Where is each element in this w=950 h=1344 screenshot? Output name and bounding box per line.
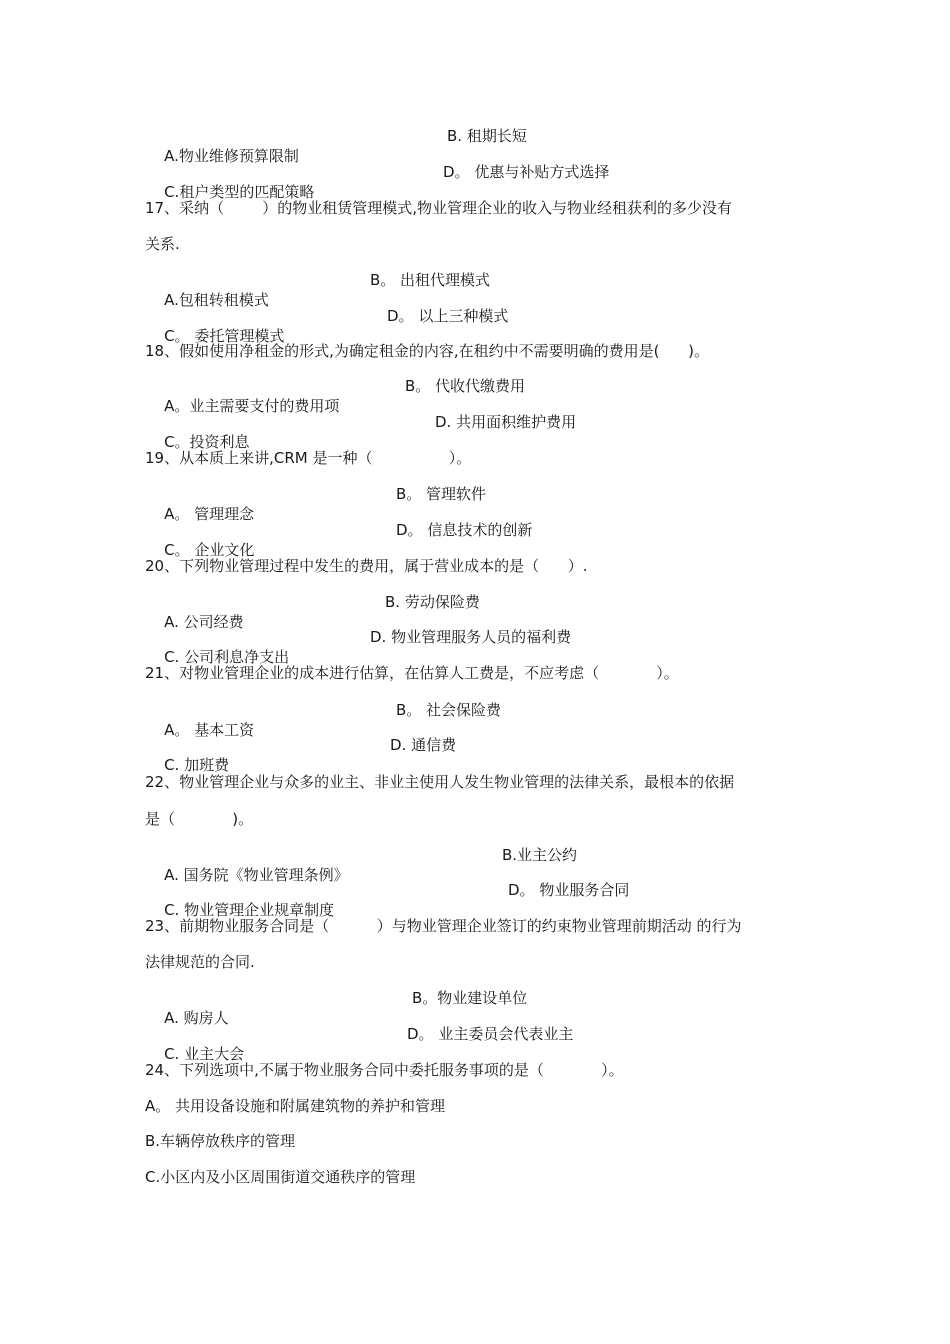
option-d: D. 通信费 — [390, 736, 457, 754]
option-b: B。物业建设单位 — [412, 989, 528, 1007]
option-b: B.业主公约 — [502, 846, 578, 864]
question-17: 17、采纳（ ）的物业租赁管理模式,物业管理企业的收入与物业经租获利的多少没有 — [145, 199, 733, 217]
option-c: C。投资利息 — [164, 433, 250, 451]
option-c: C. 公司利息净支出 — [164, 648, 290, 666]
option-line — [145, 376, 526, 415]
option-b: B。 出租代理模式 — [370, 271, 491, 289]
option-b: B。 管理软件 — [396, 485, 487, 503]
question-19: 19、从本质上来讲,CRM 是一种（ ）。 — [145, 449, 472, 467]
option-line — [145, 1024, 574, 1063]
question-20: 20、下列物业管理过程中发生的费用，属于营业成本的是（ ）. — [145, 557, 588, 575]
option-c: C. 业主大会 — [164, 1045, 245, 1063]
option-b: B. 租期长短 — [447, 127, 527, 145]
question-17-cont: 关系. — [145, 235, 180, 253]
option-line — [145, 412, 577, 451]
question-22-cont: 是（ )。 — [145, 810, 254, 828]
option-a: A。 管理理念 — [164, 505, 255, 523]
option-a: A.包租转租模式 — [164, 291, 269, 309]
option-line — [145, 484, 487, 523]
option-d: D。 物业服务合同 — [508, 881, 630, 899]
question-24: 24、下列选项中,不属于物业服务合同中委托服务事项的是（ ）。 — [145, 1061, 624, 1079]
option-d: D. 物业管理服务人员的福利费 — [370, 628, 572, 646]
option-a: A. 购房人 — [164, 1009, 229, 1027]
option-line — [145, 126, 527, 165]
question-23: 23、前期物业服务合同是（ ）与物业管理企业签订的约束物业管理前期活动 的行为 — [145, 917, 742, 935]
option-line — [145, 700, 502, 739]
option-c: C.租户类型的匹配策略 — [164, 183, 315, 201]
option-a: A. 国务院《物业管理条例》 — [164, 866, 349, 884]
option-d: D。 优惠与补贴方式选择 — [443, 163, 610, 181]
option-b: B.车辆停放秩序的管理 — [145, 1132, 296, 1150]
option-line — [145, 627, 572, 666]
option-c: C.小区内及小区周围街道交通秩序的管理 — [145, 1168, 416, 1186]
option-d: D。 业主委员会代表业主 — [407, 1025, 574, 1043]
option-line — [145, 520, 533, 559]
option-line — [145, 270, 491, 309]
option-d: D。 信息技术的创新 — [396, 521, 533, 539]
option-line — [145, 592, 480, 631]
option-a: A。业主需要支付的费用项 — [164, 397, 340, 415]
question-23-cont: 法律规范的合同. — [145, 953, 255, 971]
question-22: 22、物业管理企业与众多的业主、非业主使用人发生物业管理的法律关系，最根本的依据 — [145, 773, 735, 791]
option-line — [145, 845, 578, 884]
option-b: B。 代收代缴费用 — [405, 377, 526, 395]
option-a: A.物业维修预算限制 — [164, 147, 299, 165]
option-c: C。 企业文化 — [164, 541, 255, 559]
question-18: 18、假如使用净租金的形式,为确定租金的内容,在租约中不需要明确的费用是( )。 — [145, 342, 709, 360]
option-a: A。 基本工资 — [164, 721, 255, 739]
option-line — [145, 988, 528, 1027]
option-c: C. 物业管理企业规章制度 — [164, 901, 335, 919]
option-d: D。 以上三种模式 — [387, 307, 509, 325]
option-line — [145, 880, 630, 919]
option-c: C。 委托管理模式 — [164, 327, 285, 345]
option-a: A. 公司经费 — [164, 613, 244, 631]
option-line — [145, 306, 509, 345]
option-line — [145, 735, 457, 774]
option-b: B。 社会保险费 — [396, 701, 502, 719]
option-line — [145, 162, 610, 201]
option-d: D. 共用面积维护费用 — [435, 413, 577, 431]
option-c: C. 加班费 — [164, 756, 230, 774]
option-a: A。 共用设备设施和附属建筑物的养护和管理 — [145, 1097, 446, 1115]
question-21: 21、对物业管理企业的成本进行估算，在估算人工费是，不应考虑（ ）。 — [145, 664, 679, 682]
option-b: B. 劳动保险费 — [385, 593, 480, 611]
